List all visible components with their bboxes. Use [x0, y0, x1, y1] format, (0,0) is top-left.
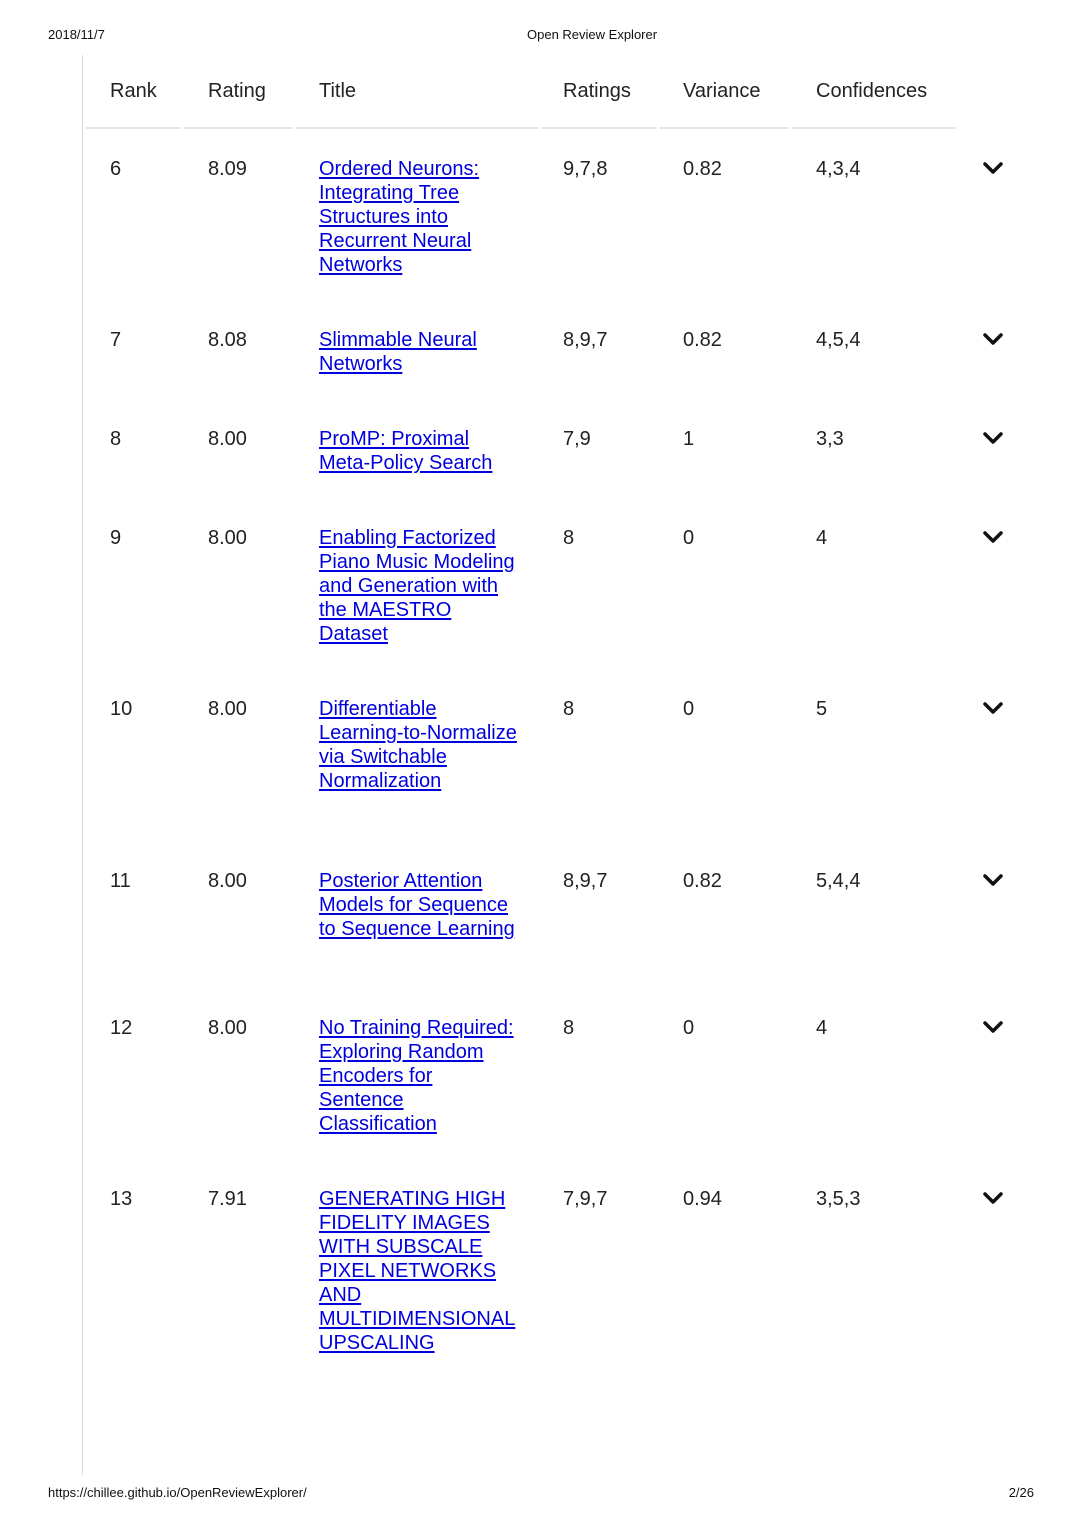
- header-ratings[interactable]: Ratings: [563, 80, 631, 102]
- page-left-border: [82, 55, 83, 1475]
- header-divider: [86, 127, 181, 129]
- paper-title-link[interactable]: ProMP: Proximal Meta-Policy Search: [319, 428, 493, 474]
- print-page-title: Open Review Explorer: [527, 27, 658, 42]
- rank-cell: 12: [110, 1017, 133, 1039]
- rating-cell: 8.00: [208, 698, 247, 720]
- rank-cell: 9: [110, 527, 122, 549]
- confidences-cell: 3,3: [816, 428, 844, 450]
- ratings-cell: 8: [563, 698, 575, 720]
- chevron-down-icon[interactable]: [982, 429, 1004, 447]
- variance-cell: 0.82: [683, 870, 722, 892]
- rating-cell: 7.91: [208, 1188, 247, 1210]
- paper-title-link[interactable]: Differentiable Learning-to-Normalize via Switchable Normalization: [319, 698, 517, 792]
- print-page-number: 2/26: [1008, 1485, 1034, 1500]
- header-divider: [792, 127, 956, 129]
- table-header: [86, 60, 1046, 128]
- rating-cell: 8.00: [208, 1017, 247, 1039]
- chevron-down-icon[interactable]: [982, 159, 1004, 177]
- title-cell: [319, 157, 519, 277]
- header-divider: [184, 127, 293, 129]
- ratings-cell: 7,9,7: [563, 1188, 608, 1210]
- ratings-cell: 8: [563, 1017, 575, 1039]
- confidences-cell: 4,5,4: [816, 329, 861, 351]
- paper-title-link[interactable]: Posterior Attention Models for Sequence to Sequence Learning: [319, 870, 515, 940]
- rank-cell: 11: [110, 870, 131, 892]
- title-cell: [319, 1187, 519, 1355]
- rank-cell: 13: [110, 1188, 133, 1210]
- paper-title-link[interactable]: GENERATING HIGH FIDELITY IMAGES WITH SUBSCALE PIXEL NETWORKS AND MULTIDIMENSIONAL UPSCALING: [319, 1188, 516, 1354]
- paper-title-link[interactable]: Slimmable Neural Networks: [319, 329, 477, 375]
- title-cell: [319, 427, 519, 475]
- rank-cell: 8: [110, 428, 122, 450]
- header-confidences[interactable]: Confidences: [816, 80, 928, 102]
- paper-title-link[interactable]: Enabling Factorized Piano Music Modeling and Generation with the MAESTRO Dataset: [319, 527, 515, 645]
- ratings-cell: 8,9,7: [563, 329, 608, 351]
- title-cell: [319, 526, 519, 646]
- header-divider: [541, 127, 657, 129]
- papers-table: [86, 60, 1046, 1354]
- chevron-down-icon[interactable]: [982, 871, 1004, 889]
- rating-cell: 8.00: [208, 870, 247, 892]
- chevron-down-icon[interactable]: [982, 1189, 1004, 1207]
- rating-cell: 8.09: [208, 158, 247, 180]
- variance-cell: 0.82: [683, 158, 722, 180]
- confidences-cell: 3,5,3: [816, 1188, 861, 1210]
- rank-cell: 6: [110, 158, 122, 180]
- header-divider: [296, 127, 538, 129]
- ratings-cell: 8: [563, 527, 575, 549]
- chevron-down-icon[interactable]: [982, 330, 1004, 348]
- variance-cell: 0: [683, 1017, 695, 1039]
- variance-cell: 0.82: [683, 329, 722, 351]
- chevron-down-icon[interactable]: [982, 699, 1004, 717]
- title-cell: [319, 869, 519, 941]
- ratings-cell: 9,7,8: [563, 158, 608, 180]
- header-rating[interactable]: Rating: [208, 80, 266, 102]
- variance-cell: 0.94: [683, 1188, 722, 1210]
- title-cell: [319, 697, 519, 793]
- print-footer: [0, 1485, 1080, 1501]
- paper-title-link[interactable]: Ordered Neurons: Integrating Tree Structures into Recurrent Neural Networks: [319, 158, 480, 276]
- variance-cell: 1: [683, 428, 695, 450]
- print-header: [0, 27, 1080, 43]
- variance-cell: 0: [683, 527, 695, 549]
- print-date: 2018/11/7: [48, 27, 105, 42]
- header-title[interactable]: Title: [319, 80, 357, 102]
- rating-cell: 8.00: [208, 527, 247, 549]
- chevron-down-icon[interactable]: [982, 528, 1004, 546]
- ratings-cell: 7,9: [563, 428, 591, 450]
- confidences-cell: 4,3,4: [816, 158, 861, 180]
- rank-cell: 7: [110, 329, 122, 351]
- title-cell: [319, 328, 519, 376]
- header-divider: [660, 127, 789, 129]
- ratings-cell: 8,9,7: [563, 870, 608, 892]
- rating-cell: 8.00: [208, 428, 247, 450]
- rank-cell: 10: [110, 698, 133, 720]
- title-cell: [319, 1016, 519, 1136]
- confidences-cell: 5,4,4: [816, 870, 861, 892]
- confidences-cell: 4: [816, 1017, 828, 1039]
- print-url: https://chillee.github.io/OpenReviewExplorer/: [48, 1485, 307, 1500]
- confidences-cell: 5: [816, 698, 828, 720]
- variance-cell: 0: [683, 698, 695, 720]
- paper-title-link[interactable]: No Training Required: Exploring Random Encoders for Sentence Classification: [319, 1017, 514, 1135]
- confidences-cell: 4: [816, 527, 828, 549]
- chevron-down-icon[interactable]: [982, 1018, 1004, 1036]
- header-rank[interactable]: Rank: [110, 80, 157, 102]
- rating-cell: 8.08: [208, 329, 247, 351]
- header-variance[interactable]: Variance: [683, 80, 761, 102]
